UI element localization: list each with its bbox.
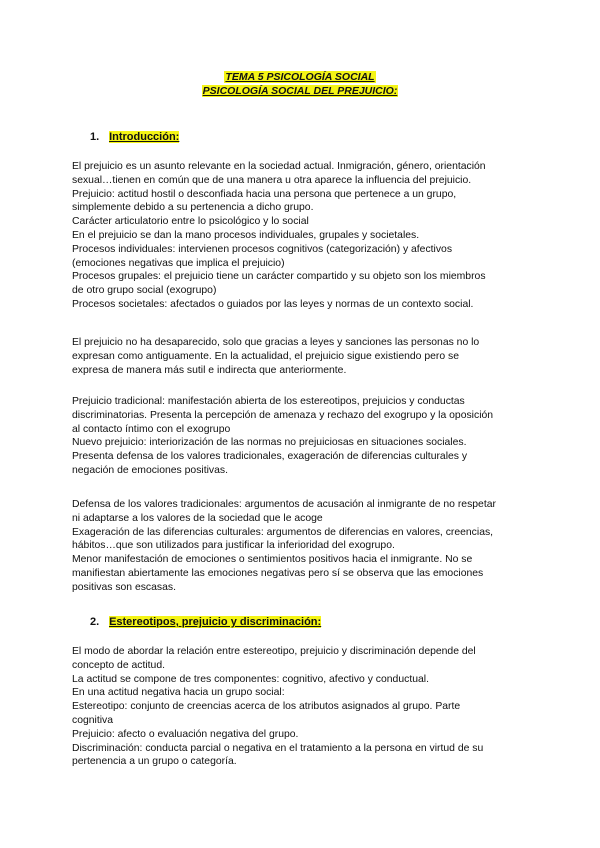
text-line: El modo de abordar la relación entre estereotipo, prejuicio y discriminación depende del xyxy=(72,646,476,657)
text-line: hábitos…que son utilizados para justificar la inferioridad del exogrupo. xyxy=(72,540,395,552)
section-2-number: 2. xyxy=(90,616,100,628)
text-line: El prejuicio no ha desaparecido, solo que gracias a leyes y sanciones las personas no lo xyxy=(72,337,480,348)
text-line: simplemente debido a su pertenencia a dicho grupo. xyxy=(72,202,314,214)
text-line: Menor manifestación de emociones o sentimientos positivos hacia el inmigrante. No se xyxy=(72,554,473,566)
text-line: manifiestan abiertamente las emociones negativas pero sí se observa que las emociones xyxy=(72,567,484,579)
text-line: sexual…tienen en común que de una manera u otra aparece la influencia del prejuicio. xyxy=(72,174,472,186)
text-line: discriminatorias. Presenta la percepción de amenaza y rechazo del exogrupo y la oposición xyxy=(72,409,494,421)
text-line: cognitiva xyxy=(72,714,114,726)
section-2-heading xyxy=(90,615,321,629)
text-line: pertenencia a un grupo o categoría. xyxy=(72,756,237,768)
text-line: Procesos societales: afectados o guiados por las leyes y normas de un contexto social. xyxy=(72,298,474,310)
text-line: Procesos individuales: intervienen procesos cognitivos (categorización) y afectivos xyxy=(72,243,453,255)
text-line: Discriminación: conducta parcial o negativa en el tratamiento a la persona en virtud de su xyxy=(72,742,484,754)
text-line: Nuevo prejuicio: interiorización de las normas no prejuiciosas en situaciones sociales. xyxy=(72,437,467,449)
section-1-title: Introducción: xyxy=(109,131,180,143)
text-line: positivas son escasas. xyxy=(72,581,176,593)
section-1-number: 1. xyxy=(90,131,100,143)
text-line: Prejuicio tradicional: manifestación abierta de los estereotipos, prejuicios y conductas xyxy=(72,396,465,407)
section-2-title: Estereotipos, prejuicio y discriminación: xyxy=(109,616,322,628)
text-line: Defensa de los valores tradicionales: argumentos de acusación al inmigrante de no respetar xyxy=(72,499,496,510)
text-line: Presenta defensa de los valores tradicionales, exageración de diferencias culturales y xyxy=(72,451,468,463)
text-line: expresan como antiguamente. En la actualidad, el prejuicio sigue existiendo pero se xyxy=(72,350,460,362)
text-line: de otro grupo social (exogrupo) xyxy=(72,285,217,297)
section-1-heading xyxy=(90,130,179,144)
text-line: Prejuicio: actitud hostil o desconfiada hacia una persona que pertenece a un grupo, xyxy=(72,188,457,200)
text-line: En una actitud negativa hacia un grupo social: xyxy=(72,687,285,699)
text-line: expresa de manera más sutil e indirecta que anteriormente. xyxy=(72,364,347,376)
document-title xyxy=(0,70,600,84)
text-line: (emociones negativas que implica el prejuicio) xyxy=(72,257,285,269)
section-1-paragraph-1 xyxy=(72,160,532,312)
document-subtitle xyxy=(0,84,600,98)
section-1-paragraph-3 xyxy=(72,395,532,478)
text-line: Procesos grupales: el prejuicio tiene un carácter compartido y su objeto son los miembros xyxy=(72,271,486,283)
text-line: concepto de actitud. xyxy=(72,659,166,671)
text-line: ni adaptarse a los valores de la sociedad que le acoge xyxy=(72,512,323,524)
section-1-paragraph-2 xyxy=(72,336,532,377)
text-line: Carácter articulatorio entre lo psicológico y lo social xyxy=(72,216,309,228)
section-2-paragraph-1 xyxy=(72,645,532,769)
section-1-paragraph-4 xyxy=(72,498,532,595)
text-line: El prejuicio es un asunto relevante en la sociedad actual. Inmigración, género, orientación xyxy=(72,161,486,172)
text-line: En el prejuicio se dan la mano procesos individuales, grupales y societales. xyxy=(72,229,420,241)
text-line: al contacto íntimo con el exogrupo xyxy=(72,423,231,435)
text-line: negación de emociones positivas. xyxy=(72,464,228,476)
title-line-1: TEMA 5 PSICOLOGÍA SOCIAL xyxy=(225,71,375,83)
text-line: Estereotipo: conjunto de creencias acerca de los atributos asignados al grupo. Parte xyxy=(72,701,461,713)
text-line: Exageración de las diferencias culturales: argumentos de diferencias en valores, creencias, xyxy=(72,526,494,538)
text-line: La actitud se compone de tres componentes: cognitivo, afectivo y conductual. xyxy=(72,673,429,685)
text-line: Prejuicio: afecto o evaluación negativa del grupo. xyxy=(72,728,299,740)
title-line-2: PSICOLOGÍA SOCIAL DEL PREJUICIO: xyxy=(202,85,398,97)
